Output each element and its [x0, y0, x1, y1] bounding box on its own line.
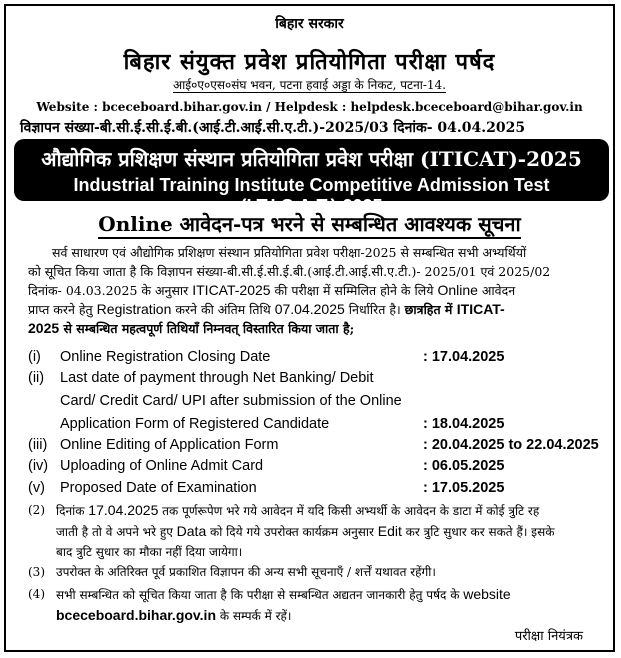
intro-line-5: 2025 से सम्बन्धित महत्वपूर्ण तिथियाँ निम्नवत् विस्तारित किया जाता है;: [28, 320, 355, 336]
notice-title: Online आवेदन-पत्र भरने से सम्बन्धित आवश्यक सूचना: [6, 210, 613, 237]
note-2: (2) दिनांक 17.04.2025 तक पूर्णरूपेण भरे गये आवेदन में यदि किसी अभ्यर्थी के आवेदन के डाटा में कोई त्रुटि रह जाती है तो वे अपने भरे हुए Data को दिये गये उपरोक्त कार्यक्रम अनुसार Edit कर त्रुटि सुधार कर सकते हैं। इसके बाद त्रुटि सुधार का मौका नहीं दिया जायेगा।: [28, 502, 555, 559]
intro-line-1: सर्व साधारण एवं औद्योगिक प्रशिक्षण संस्थान प्रतियोगिता प्रवेश परीक्षा-2025 से सम्बन्धित सभी अभ्यर्थियों: [52, 245, 527, 260]
banner-title-english: Industrial Training Institute Competitive Admission Test (I.T.I.C.A.T.)-2025: [73, 175, 550, 216]
intro-line-2: को सूचित किया जाता है कि विज्ञापन संख्या-बी.सी.ई.सी.ई.बी.(आई.टी.आई.सी.ए.टी.)- 2025/01 एवं 2025/02: [28, 264, 551, 279]
intro-line-4: प्राप्त करने हेतु Registration करने की अंतिम तिथि 07.04.2025 निर्धारित है। छात्रहित में ITICAT-: [28, 301, 505, 317]
board-address: आई०ए०एस०संघ भवन, पटना हवाई अड्डा के निकट, पटना-14.: [172, 78, 447, 92]
signature-controller: परीक्षा नियंत्रक: [514, 629, 583, 644]
banner-title-hindi: औद्योगिक प्रशिक्षण संस्थान प्रतियोगिता प्रवेश परीक्षा (ITICAT)-2025: [41, 147, 582, 171]
intro-line-3: दिनांक- 04.03.2025 के अनुसार ITICAT-2025 की परीक्षा में सम्मिलित होने के लिये Online आवेदन: [28, 282, 516, 298]
notice-frame: बिहार सरकार बिहार संयुक्त प्रवेश प्रतियोगिता परीक्षा पर्षद आई०ए०एस०संघ भवन, पटना हवाई अड्डा के निकट, पटना-14. Website : bceceboard.bihar.gov.in / Helpdesk : helpdesk.bceceboard@bihar.gov.in विज्ञापन संख्या-बी.सी.ई.सी.ई.बी.(आई.टी.आई.सी.ए.टी.)-2025/03 दिनांक- 04.04.2025 औद्योगिक प्रशिक्षण संस्थान प्रतियोगिता प्रवेश परीक्षा (ITICAT)-2025 Industrial Training Institute Competitive Admission Test (I.T.I.C.A.T.)-2025 Online आवेदन-पत्र भरने से सम्बन्धित आवश्यक सूचना सर्व साधारण एवं औद्योगिक प्रशिक्षण संस्थान प्रतियोगिता प्रवेश परीक्षा-2025 से सम्बन्धित सभी अभ्यर्थियों को सूचित किया जाता है कि विज्ञापन संख्या-बी.सी.ई.सी.ई.बी.(आई.टी.आई.सी.ए.टी.)- 2025/01 एवं 2025/02 दिनांक- 04.03.2025 के अनुसार ITICAT-2025 की परीक्षा में सम्मिलित होने के लिये Online आवेदन प्राप्त करने हेतु Registration करने की अंतिम तिथि 07.04.2025 निर्धारित है। छात्रहित में ITICAT- 2025 से सम्बन्धित महत्वपूर्ण तिथियाँ निम्नवत् विस्तारित किया जाता है; (i) Online Registration Closing Date : 17.04.2025 (ii) Last date of payment through Net Banking/ Debit Card/ Credit Card/ UPI after submission of the Online Application Form of Registered Candidate : 18.04.2025 (iii) Online Editing of Application Form : 20.04.2025 to 22.04.2025 (iv) Uploading of Online Admit Card : 06.05.2025 (v) Proposed Date of Examination : 17.05.2025 (2) दिनांक 17.04.2025 तक पूर्णरूपेण भरे गये आवेदन में यदि किसी अभ्यर्थी के आवेदन के डाटा में कोई त्रुटि रह जाती है तो वे अपने भरे हुए Data को दिये गये उपरोक्त कार्यक्रम अनुसार Edit कर त्रुटि सुधार कर सकते हैं। इसके बाद त्रुटि सुधार का मौका नहीं दिया जायेगा। (3) उपरोक्त के अतिरिक्त पूर्व प्रकाशित विज्ञापन की अन्य सभी सूचनाएँ / शर्त्तें यथावत रहेंगी। (4) सभी सम्बन्धित को सूचित किया जाता है कि परीक्षा से सम्बन्धित अद्यतन जानकारी हेतु पर्षद के website bceceboard.bihar.gov.in के सम्पर्क में रहें। परीक्षा नियंत्रक: [4, 4, 615, 652]
board-name: बिहार संयुक्त प्रवेश प्रतियोगिता परीक्षा पर्षद: [123, 49, 496, 75]
note-4: (4) सभी सम्बन्धित को सूचित किया जाता है कि परीक्षा से सम्बन्धित अद्यतन जानकारी हेतु पर्षद के website bceceboard.bihar.gov.in के सम्पर्क में रहें।: [28, 586, 511, 623]
note-3: (3) उपरोक्त के अतिरिक्त पूर्व प्रकाशित विज्ञापन की अन्य सभी सूचनाएँ / शर्त्तें यथावत रहेंगी।: [28, 565, 436, 579]
government-label: बिहार सरकार: [275, 16, 344, 32]
website-helpdesk-line: Website : bceceboard.bihar.gov.in / Helpdesk : helpdesk.bceceboard@bihar.gov.in: [36, 100, 583, 114]
advertisement-number: विज्ञापन संख्या-बी.सी.ई.सी.ई.बी.(आई.टी.आई.सी.ए.टी.)-2025/03 दिनांक- 04.04.2025: [20, 120, 526, 136]
title-banner: [14, 139, 609, 216]
intro-paragraph: [28, 243, 608, 338]
